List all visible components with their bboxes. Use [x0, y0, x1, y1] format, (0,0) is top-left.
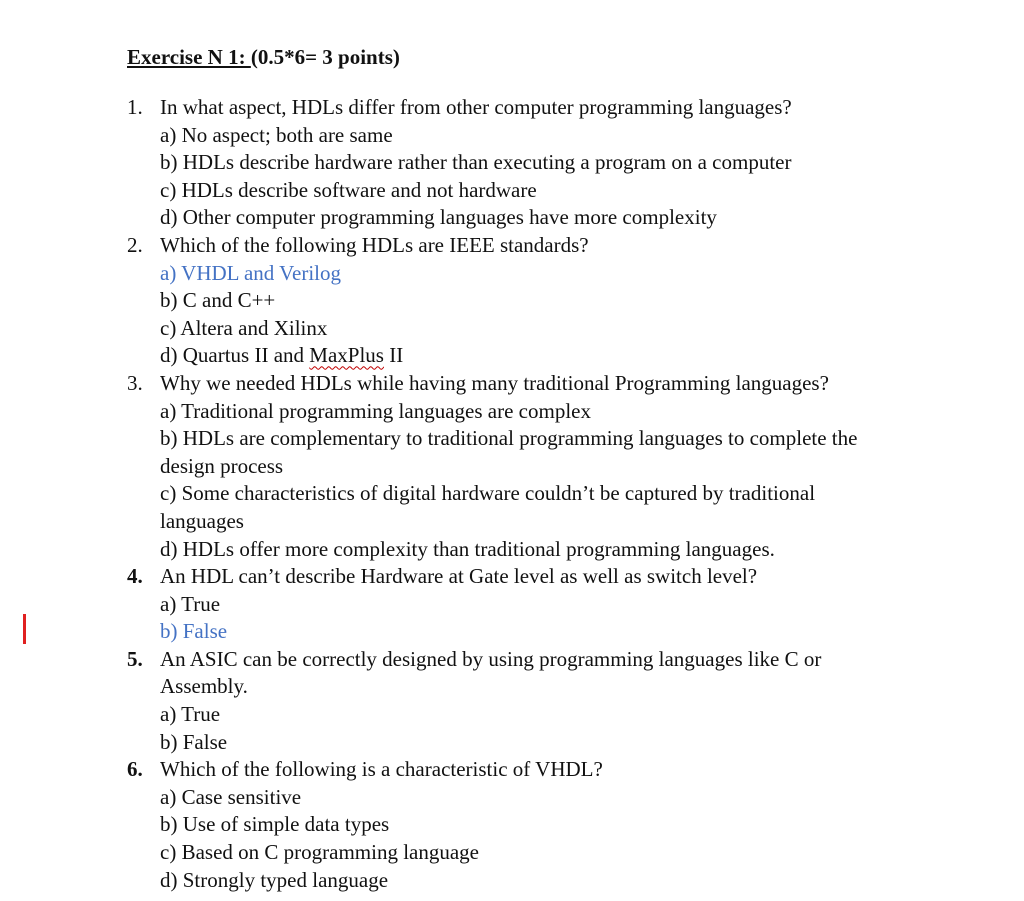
text-cursor [23, 614, 26, 644]
question-3 [127, 370, 887, 398]
question-4 [127, 563, 887, 591]
question-number: 4. [127, 564, 143, 589]
question-4-option-a: a) True [160, 591, 221, 616]
question-6-option-a: a) Case sensitive [160, 784, 302, 809]
question-2 [127, 232, 887, 260]
spellcheck-word: MaxPlus [309, 343, 384, 368]
question-4-option-b-highlighted: b) False [160, 619, 228, 644]
exercise-points: (0.5*6= 3 points) [250, 45, 400, 69]
question-5 [127, 646, 887, 701]
question-5-option-b: b) False [160, 729, 228, 754]
question-3-option-c: c) Some characteristics of digital hardware couldn’t be captured by traditional languages [160, 481, 816, 533]
question-number: 1. [127, 95, 143, 119]
question-number: 2. [127, 232, 143, 257]
question-number: 3. [127, 370, 143, 395]
question-3-option-b: b) HDLs are complementary to traditional programming languages to complete the design process [160, 426, 858, 478]
question-2-option-c: c) Altera and Xilinx [160, 315, 328, 340]
question-6-option-b: b) Use of simple data types [160, 812, 390, 837]
exercise-title [127, 44, 400, 70]
option-text: II [383, 343, 404, 368]
question-2-option-d [127, 342, 887, 370]
question-1-option-d: d) Other computer programming languages have more complexity [160, 205, 717, 230]
question-6-option-c: c) Based on C programming language [160, 840, 479, 865]
question-1-option-b: b) HDLs describe hardware rather than executing a program on a computer [160, 150, 792, 175]
question-1-option-c: c) HDLs describe software and not hardware [160, 177, 537, 202]
question-text: In what aspect, HDLs differ from other computer programming languages? [160, 95, 792, 119]
question-text: An ASIC can be correctly designed by using programming languages like C or Assembly. [160, 646, 822, 699]
question-number: 5. [127, 646, 143, 671]
question-list [127, 94, 887, 894]
question-text: Which of the following is a characteristic of VHDL? [160, 757, 603, 782]
question-2-option-b: b) C and C++ [160, 288, 276, 313]
question-6-option-d: d) Strongly typed language [160, 867, 389, 892]
question-1 [127, 94, 887, 122]
question-number: 6. [127, 757, 143, 782]
question-2-option-a-highlighted: a) VHDL and Verilog [160, 260, 341, 285]
option-text: d) Quartus II and [160, 343, 310, 368]
question-text: Why we needed HDLs while having many traditional Programming languages? [160, 370, 829, 395]
question-1-option-a: a) No aspect; both are same [160, 122, 393, 147]
question-5-option-a: a) True [160, 702, 221, 727]
exercise-title-label: Exercise N 1: [127, 45, 251, 69]
question-text: Which of the following HDLs are IEEE standards? [160, 232, 589, 257]
question-3-option-a: a) Traditional programming languages are complex [160, 398, 591, 423]
question-text: An HDL can’t describe Hardware at Gate level as well as switch level? [160, 564, 758, 589]
question-6 [127, 756, 887, 784]
question-3-option-d: d) HDLs offer more complexity than traditional programming languages. [160, 536, 775, 561]
